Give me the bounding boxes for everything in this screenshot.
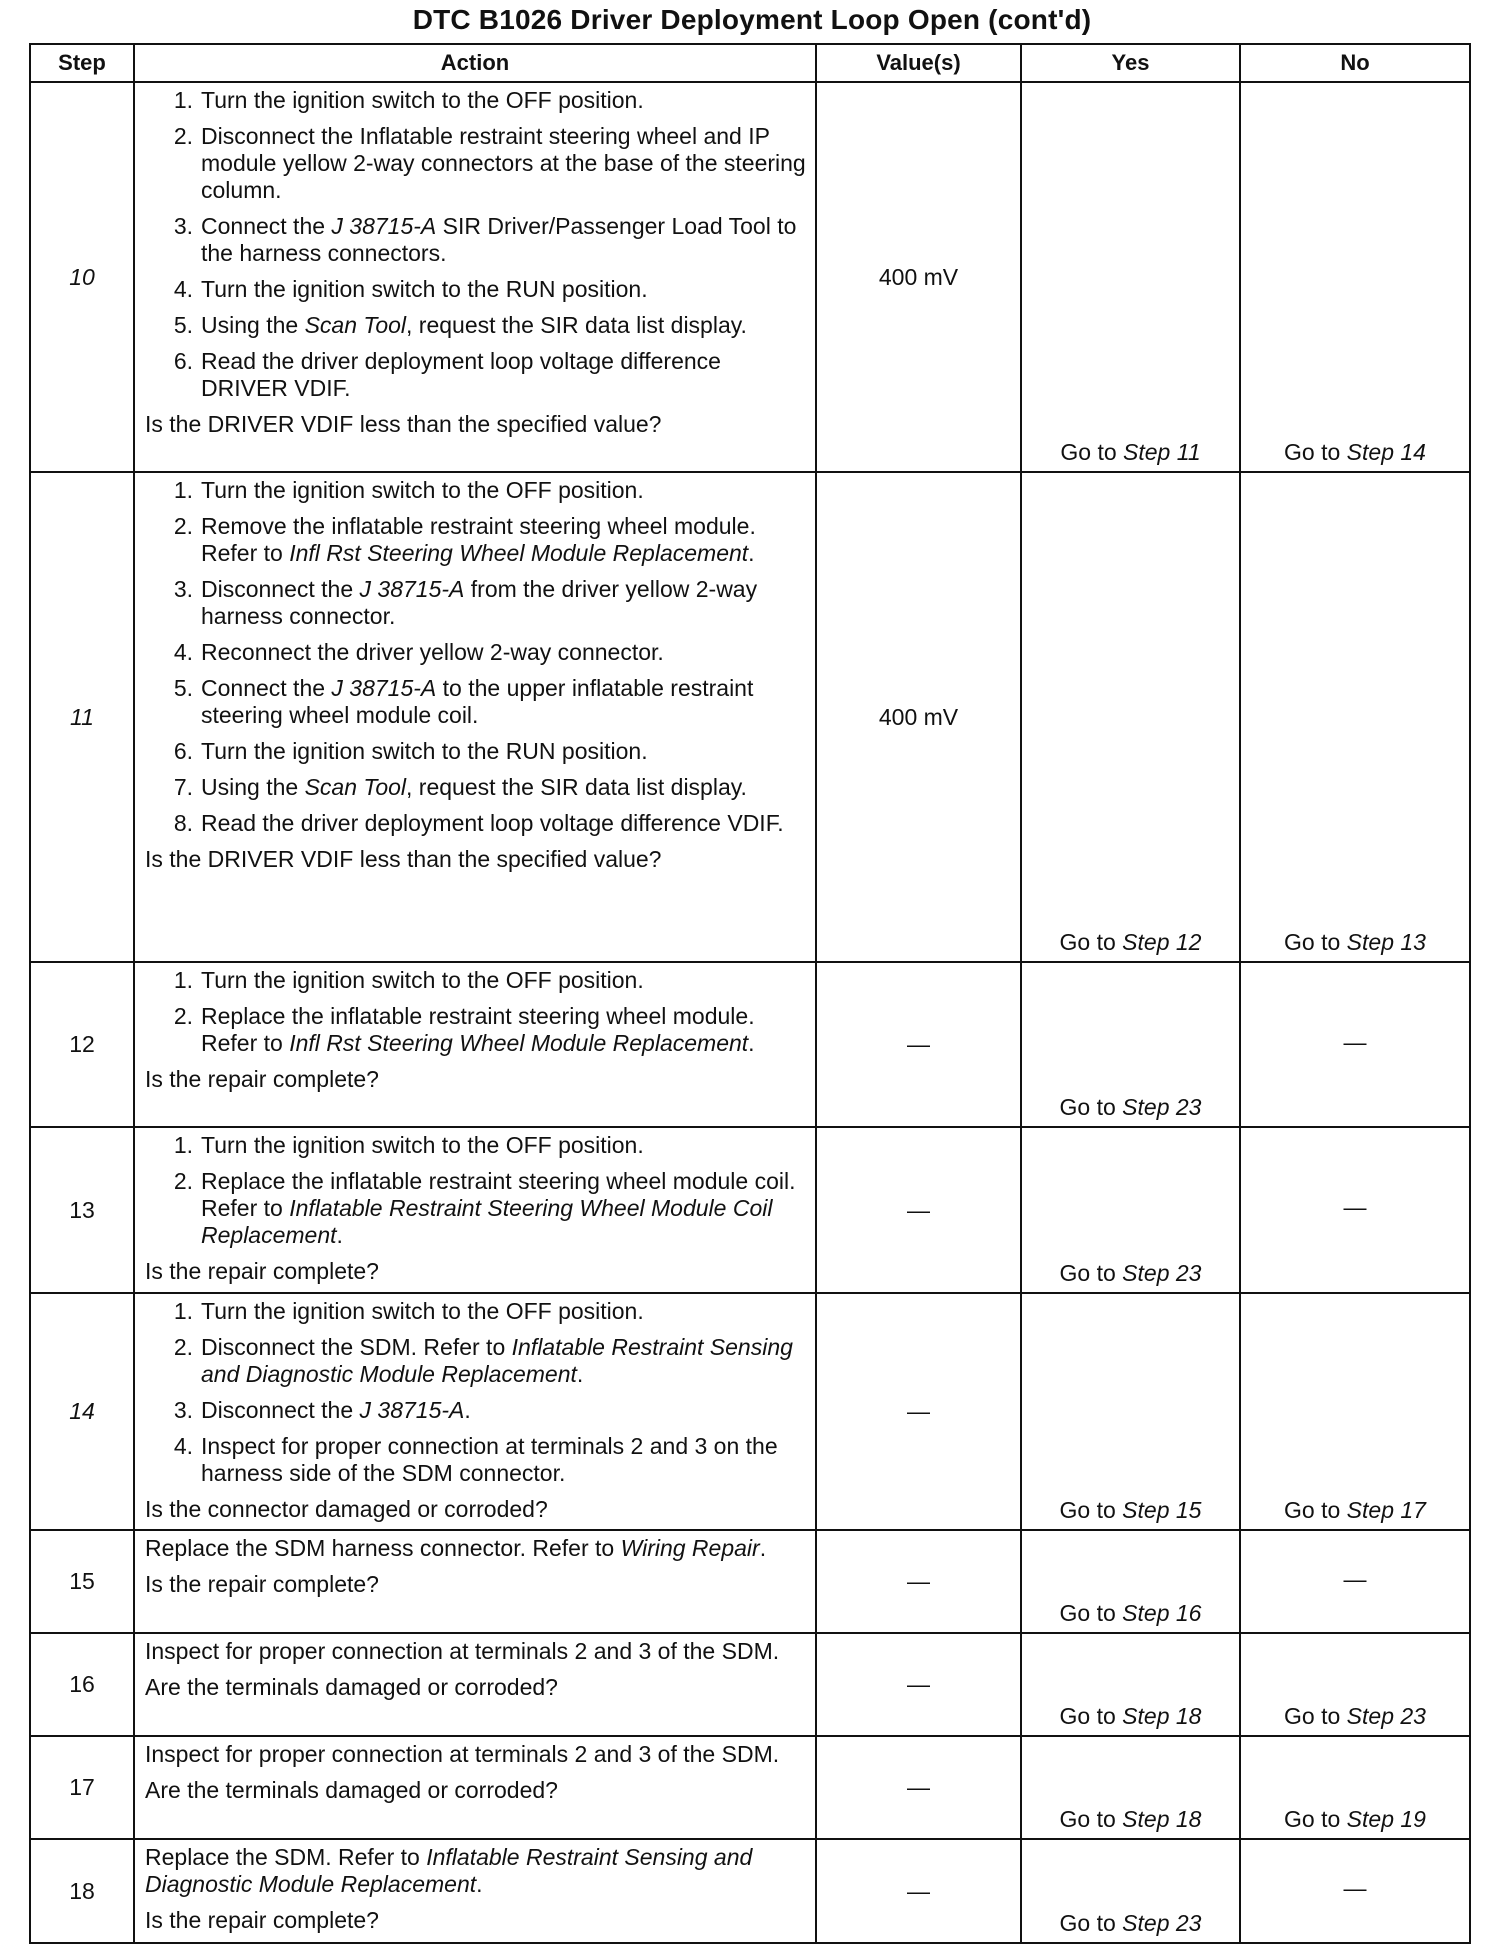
- table-row: [30, 1530, 1470, 1633]
- list-item: [145, 639, 807, 666]
- list-item: [145, 576, 807, 630]
- goto-step: Step 11: [1123, 439, 1201, 465]
- text-segment: .: [336, 1222, 343, 1248]
- goto-step: Step 19: [1346, 1806, 1426, 1832]
- table-row: [30, 1293, 1470, 1530]
- goto-step: Step 18: [1122, 1703, 1202, 1729]
- goto-prefix: Go to: [1284, 439, 1347, 465]
- no-cell: [1240, 1127, 1470, 1293]
- item-number: 2.: [173, 123, 193, 149]
- yes-cell-text: [1022, 1260, 1239, 1287]
- yes-cell: [1021, 1293, 1240, 1530]
- text-segment: Disconnect the SDM. Refer to: [201, 1334, 512, 1360]
- value-cell: —: [816, 1736, 1021, 1839]
- item-text: [201, 213, 807, 267]
- italic-reference: Inflatable Restraint Sensing and Diagnostic Module Replacement: [201, 1334, 793, 1387]
- list-item: [145, 1298, 807, 1325]
- no-cell-text: [1241, 1029, 1469, 1056]
- goto-prefix: Go to: [1059, 1703, 1123, 1729]
- goto-step: Step 23: [1346, 1703, 1426, 1729]
- yes-cell: [1021, 1530, 1240, 1633]
- step-number: 12: [30, 962, 134, 1127]
- goto-step: Step 14: [1346, 439, 1426, 465]
- action-question: Is the repair complete?: [145, 1907, 379, 1933]
- value-cell: —: [816, 1839, 1021, 1943]
- header-step: Step: [30, 44, 134, 82]
- text-segment: Replace the SDM harness connector. Refer to: [145, 1535, 621, 1561]
- item-text: [201, 675, 807, 729]
- item-text: [201, 1132, 807, 1159]
- text-segment: .: [748, 1030, 755, 1056]
- list-item: [145, 312, 807, 339]
- value-cell: —: [816, 1530, 1021, 1633]
- list-item: [145, 348, 807, 402]
- no-cell: [1240, 82, 1470, 472]
- item-text: [201, 477, 807, 504]
- item-text: [201, 1003, 807, 1057]
- item-number: 1.: [173, 967, 193, 993]
- goto-step: Step 23: [1122, 1910, 1202, 1936]
- goto-step: Step 13: [1346, 929, 1426, 955]
- yes-cell-text: [1022, 439, 1239, 466]
- italic-reference: Inflatable Restraint Sensing and Diagnostic Module Replacement: [145, 1844, 753, 1897]
- text-segment: Disconnect the: [201, 1397, 360, 1423]
- text-segment: Using the: [201, 312, 305, 338]
- yes-cell: [1021, 1633, 1240, 1736]
- action-question: Is the connector damaged or corroded?: [145, 1496, 548, 1522]
- goto-step: Step 12: [1122, 929, 1202, 955]
- no-cell-text: [1241, 1566, 1469, 1593]
- action-cell: [134, 1839, 816, 1943]
- table-row: [30, 1127, 1470, 1293]
- table-body: [30, 82, 1470, 1943]
- step-number: 17: [30, 1736, 134, 1839]
- italic-reference: J 38715-A: [359, 1397, 465, 1423]
- action-list: [145, 477, 807, 837]
- action-cell: [134, 1530, 816, 1633]
- item-number: 2.: [173, 513, 193, 539]
- no-cell: [1240, 1633, 1470, 1736]
- item-number: 1.: [173, 1298, 193, 1324]
- value-cell: 400 mV: [816, 82, 1021, 472]
- item-number: 2.: [173, 1003, 193, 1029]
- item-text: [201, 639, 807, 666]
- action-question: Are the terminals damaged or corroded?: [145, 1674, 558, 1700]
- text-segment: Inspect for proper connection at terminals 2 and 3 of the SDM.: [145, 1741, 780, 1767]
- yes-cell: [1021, 962, 1240, 1127]
- action-question: Are the terminals damaged or corroded?: [145, 1777, 558, 1803]
- text-segment: Replace the SDM. Refer to: [145, 1844, 427, 1870]
- text-segment: Turn the ignition switch to the OFF position.: [201, 967, 644, 993]
- italic-reference: J 38715-A: [359, 576, 465, 602]
- item-text: [201, 513, 807, 567]
- yes-cell: [1021, 472, 1240, 962]
- goto-prefix: Go to: [1284, 929, 1347, 955]
- item-text: [201, 276, 807, 303]
- goto-step: Step 15: [1122, 1497, 1202, 1523]
- action-text: [145, 1741, 807, 1768]
- item-number: 3.: [173, 576, 193, 602]
- item-number: 4.: [173, 276, 193, 302]
- item-text: [201, 348, 807, 402]
- action-question: Is the DRIVER VDIF less than the specified value?: [145, 411, 662, 437]
- item-text: [201, 87, 807, 114]
- table-row: [30, 1839, 1470, 1943]
- text-segment: SIR Driver/Passenger Load Tool to the harness connectors.: [201, 213, 797, 266]
- list-item: [145, 123, 807, 204]
- action-cell: [134, 1127, 816, 1293]
- text-segment: Using the: [201, 774, 305, 800]
- table-header-row: [30, 44, 1470, 82]
- goto-prefix: Go to: [1284, 1497, 1347, 1523]
- header-yes: Yes: [1021, 44, 1240, 82]
- text-segment: .: [576, 1361, 584, 1387]
- item-text: [201, 312, 807, 339]
- item-text: [201, 1334, 807, 1388]
- goto-prefix: Go to: [1059, 929, 1123, 955]
- no-cell-text: [1241, 1875, 1469, 1902]
- list-item: [145, 1132, 807, 1159]
- goto-step: Step 23: [1122, 1094, 1202, 1120]
- list-item: [145, 1168, 807, 1249]
- text-segment: to the upper inflatable restraint steering wheel module coil.: [201, 675, 754, 728]
- yes-cell-text: [1022, 1600, 1239, 1627]
- value-cell: —: [816, 1127, 1021, 1293]
- item-number: 6.: [173, 348, 193, 374]
- header-action: Action: [134, 44, 816, 82]
- step-number: 18: [30, 1839, 134, 1943]
- text-segment: Remove the inflatable restraint steering wheel module. Refer to: [201, 513, 756, 566]
- value-cell: 400 mV: [816, 472, 1021, 962]
- yes-cell: [1021, 1839, 1240, 1943]
- list-item: [145, 675, 807, 729]
- yes-cell: [1021, 1736, 1240, 1839]
- action-cell: [134, 82, 816, 472]
- text-segment: , request the SIR data list display.: [406, 312, 747, 338]
- item-number: 3.: [173, 1397, 193, 1423]
- goto-prefix: —: [1343, 1194, 1367, 1220]
- goto-prefix: Go to: [1284, 1703, 1347, 1729]
- text-segment: Inspect for proper connection at terminals 2 and 3 on the harness side of the SDM connector.: [201, 1433, 778, 1486]
- italic-reference: Infl Rst Steering Wheel Module Replacement: [289, 1030, 749, 1056]
- yes-cell-text: [1022, 1497, 1239, 1524]
- yes-cell: [1021, 82, 1240, 472]
- action-text: [145, 1638, 807, 1665]
- action-cell: [134, 1293, 816, 1530]
- item-number: 4.: [173, 1433, 193, 1459]
- yes-cell-text: [1022, 929, 1239, 956]
- no-cell-text: [1241, 1194, 1469, 1221]
- italic-reference: J 38715-A: [331, 213, 437, 239]
- item-text: [201, 738, 807, 765]
- item-text: [201, 774, 807, 801]
- item-number: 8.: [173, 810, 193, 836]
- goto-step: Step 18: [1122, 1806, 1202, 1832]
- goto-prefix: Go to: [1059, 1910, 1123, 1936]
- text-segment: Connect the: [201, 675, 332, 701]
- goto-prefix: Go to: [1059, 1497, 1123, 1523]
- action-question: Is the repair complete?: [145, 1571, 379, 1597]
- item-text: [201, 123, 807, 204]
- action-text: [145, 1535, 807, 1562]
- list-item: [145, 1397, 807, 1424]
- list-item: [145, 967, 807, 994]
- text-segment: Replace the inflatable restraint steering wheel module coil. Refer to: [201, 1168, 796, 1221]
- action-cell: [134, 472, 816, 962]
- item-text: [201, 967, 807, 994]
- goto-prefix: Go to: [1059, 1094, 1123, 1120]
- no-cell: [1240, 962, 1470, 1127]
- item-number: 2.: [173, 1334, 193, 1360]
- text-segment: Inspect for proper connection at terminals 2 and 3 of the SDM.: [145, 1638, 780, 1664]
- step-number: 16: [30, 1633, 134, 1736]
- text-segment: .: [464, 1397, 471, 1423]
- no-cell: [1240, 1293, 1470, 1530]
- goto-step: Step 16: [1122, 1600, 1202, 1626]
- item-number: 3.: [173, 213, 193, 239]
- list-item: [145, 276, 807, 303]
- item-number: 1.: [173, 87, 193, 113]
- table-row: [30, 1736, 1470, 1839]
- goto-prefix: Go to: [1059, 1600, 1123, 1626]
- item-number: 6.: [173, 738, 193, 764]
- italic-reference: Inflatable Restraint Steering Wheel Module Coil Replacement: [201, 1195, 773, 1248]
- yes-cell-text: [1022, 1806, 1239, 1833]
- goto-step: Step 17: [1346, 1497, 1426, 1523]
- text-segment: Turn the ignition switch to the RUN position.: [201, 276, 648, 302]
- list-item: [145, 513, 807, 567]
- item-number: 2.: [173, 1168, 193, 1194]
- item-number: 1.: [173, 1132, 193, 1158]
- text-segment: Reconnect the driver yellow 2-way connector.: [201, 639, 664, 665]
- text-segment: .: [476, 1871, 483, 1897]
- goto-prefix: Go to: [1059, 1806, 1123, 1832]
- step-number: 14: [30, 1293, 134, 1530]
- goto-prefix: Go to: [1060, 439, 1124, 465]
- list-item: [145, 1003, 807, 1057]
- text-segment: .: [748, 540, 755, 566]
- italic-reference: Wiring Repair: [620, 1535, 760, 1561]
- action-list: [145, 967, 807, 1057]
- action-cell: [134, 1633, 816, 1736]
- list-item: [145, 1433, 807, 1487]
- italic-reference: Scan Tool: [304, 774, 407, 800]
- action-question: Is the repair complete?: [145, 1258, 379, 1284]
- yes-cell-text: [1022, 1910, 1239, 1937]
- goto-prefix: Go to: [1284, 1806, 1347, 1832]
- no-cell-text: [1241, 1703, 1469, 1730]
- action-text: [145, 1844, 807, 1898]
- action-list: [145, 87, 807, 402]
- text-segment: .: [759, 1535, 767, 1561]
- text-segment: Read the driver deployment loop voltage difference DRIVER VDIF.: [201, 348, 721, 401]
- italic-reference: Scan Tool: [304, 312, 407, 338]
- goto-prefix: —: [1343, 1875, 1367, 1901]
- table-row: [30, 1633, 1470, 1736]
- action-question: Is the DRIVER VDIF less than the specified value?: [145, 846, 662, 872]
- no-cell-text: [1241, 929, 1469, 956]
- diagnostic-table: [29, 43, 1471, 1944]
- step-number: 11: [30, 472, 134, 962]
- item-number: 5.: [173, 312, 193, 338]
- header-values: Value(s): [816, 44, 1021, 82]
- header-no: No: [1240, 44, 1470, 82]
- italic-reference: Infl Rst Steering Wheel Module Replacement: [289, 540, 749, 566]
- no-cell-text: [1241, 1806, 1469, 1833]
- item-number: 5.: [173, 675, 193, 701]
- yes-cell: [1021, 1127, 1240, 1293]
- yes-cell-text: [1022, 1094, 1239, 1121]
- list-item: [145, 87, 807, 114]
- value-cell: —: [816, 1293, 1021, 1530]
- text-segment: Turn the ignition switch to the OFF position.: [201, 87, 644, 113]
- table-row: [30, 962, 1470, 1127]
- no-cell: [1240, 1530, 1470, 1633]
- goto-prefix: —: [1343, 1028, 1367, 1055]
- step-number: 13: [30, 1127, 134, 1293]
- action-question: Is the repair complete?: [145, 1066, 379, 1092]
- list-item: [145, 1334, 807, 1388]
- list-item: [145, 810, 807, 837]
- text-segment: Disconnect the: [201, 576, 360, 602]
- text-segment: , request the SIR data list display.: [406, 774, 747, 800]
- item-number: 4.: [173, 639, 193, 665]
- no-cell: [1240, 1839, 1470, 1943]
- text-segment: Read the driver deployment loop voltage difference VDIF.: [201, 810, 784, 836]
- table-row: [30, 82, 1470, 472]
- text-segment: Replace the inflatable restraint steering wheel module. Refer to: [201, 1003, 755, 1056]
- step-number: 10: [30, 82, 134, 472]
- yes-cell-text: [1022, 1703, 1239, 1730]
- page-title: DTC B1026 Driver Deployment Loop Open (cont'd): [412, 4, 1092, 35]
- action-list: [145, 1132, 807, 1249]
- value-cell: —: [816, 962, 1021, 1127]
- item-number: 7.: [173, 774, 193, 800]
- goto-prefix: Go to: [1059, 1260, 1123, 1286]
- step-number: 15: [30, 1530, 134, 1633]
- text-segment: Turn the ignition switch to the OFF position.: [201, 1132, 644, 1158]
- text-segment: Turn the ignition switch to the OFF position.: [201, 477, 644, 503]
- item-text: [201, 1168, 807, 1249]
- action-list: [145, 1298, 807, 1487]
- no-cell-text: [1241, 1497, 1469, 1524]
- list-item: [145, 774, 807, 801]
- goto-prefix: —: [1343, 1565, 1367, 1592]
- item-text: [201, 810, 807, 837]
- list-item: [145, 213, 807, 267]
- text-segment: Connect the: [201, 213, 332, 239]
- text-segment: from the driver yellow 2-way harness connector.: [201, 576, 758, 629]
- no-cell-text: [1241, 439, 1469, 466]
- no-cell: [1240, 1736, 1470, 1839]
- list-item: [145, 738, 807, 765]
- text-segment: Disconnect the Inflatable restraint steering wheel and IP module yellow 2-way connectors at the base of the steering column.: [201, 123, 806, 203]
- text-segment: Turn the ignition switch to the RUN position.: [201, 738, 648, 764]
- item-text: [201, 1397, 807, 1424]
- item-text: [201, 1433, 807, 1487]
- action-cell: [134, 1736, 816, 1839]
- no-cell: [1240, 472, 1470, 962]
- item-text: [201, 1298, 807, 1325]
- goto-step: Step 23: [1122, 1260, 1202, 1286]
- item-number: 1.: [173, 477, 193, 503]
- list-item: [145, 477, 807, 504]
- table-row: [30, 472, 1470, 962]
- italic-reference: J 38715-A: [331, 675, 437, 701]
- text-segment: Turn the ignition switch to the OFF position.: [201, 1298, 644, 1324]
- action-cell: [134, 962, 816, 1127]
- value-cell: —: [816, 1633, 1021, 1736]
- item-text: [201, 576, 807, 630]
